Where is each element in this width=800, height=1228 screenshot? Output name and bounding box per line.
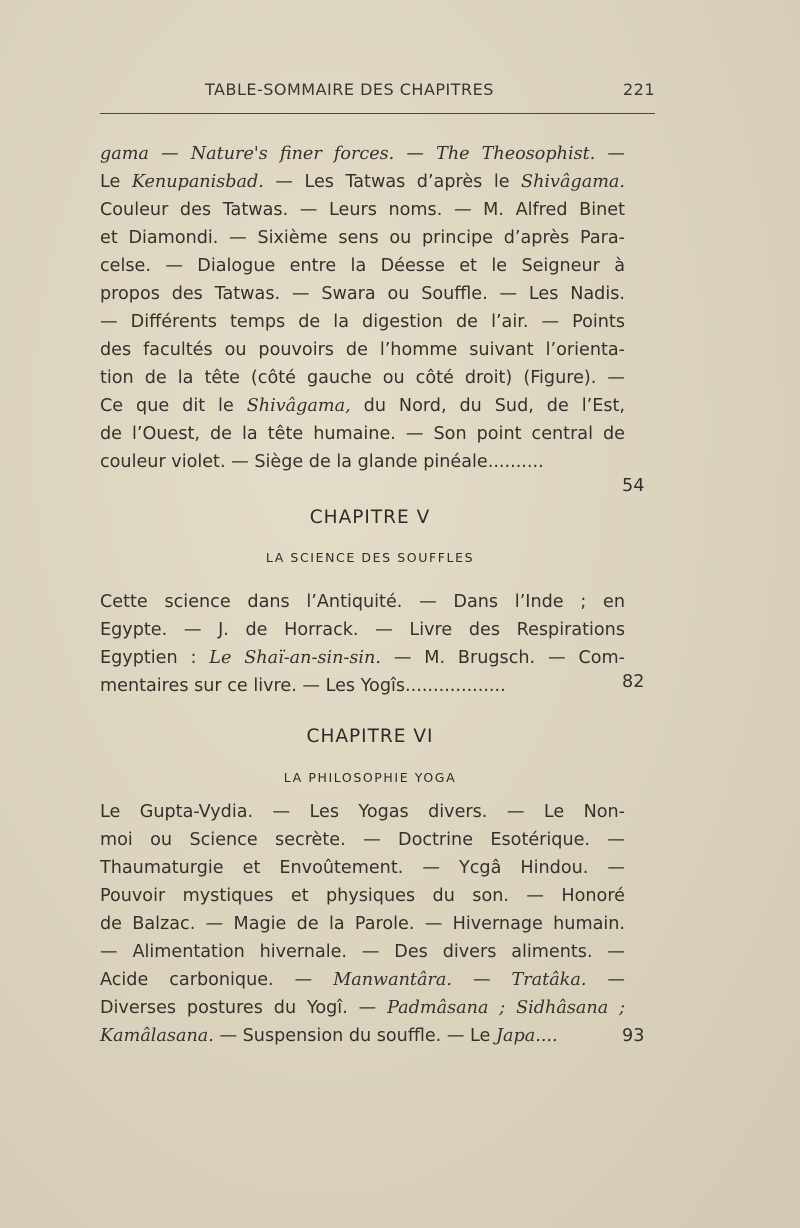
toc-text-italic: Kenupanisbad. [131, 172, 264, 192]
toc-text: de Balzac. — Magie de la Parole. — Hivernage humain. [100, 914, 625, 934]
toc-text: — Les Tatwas d’après le [263, 172, 522, 192]
toc-text: — [595, 144, 625, 164]
toc-text: — Suspension du souffle. — Le [213, 1026, 496, 1046]
toc-text-italic: Shivâgama, [246, 396, 351, 416]
running-header [205, 80, 655, 104]
toc-entry-chapter-6 [100, 798, 625, 1050]
toc-text-italic: gama [100, 144, 149, 164]
toc-text: Le Gupta-Vydia. — Les Yogas divers. — Le Non- [100, 802, 625, 822]
toc-text: — [586, 970, 625, 990]
toc-text: mentaires sur ce livre. — Les Yogîs.................. [100, 676, 506, 696]
toc-text: Cette science dans l’Antiquité. — Dans l’Inde ; en [100, 592, 625, 612]
toc-text: Ce que dit le [100, 396, 247, 416]
chapter-heading: CHAPITRE VI [306, 726, 434, 747]
toc-line [100, 966, 625, 994]
toc-line [100, 420, 625, 448]
chapter-subtitle: LA PHILOSOPHIE YOGA [283, 770, 457, 785]
running-header-title: TABLE-SOMMAIRE DES CHAPITRES [205, 80, 494, 99]
header-rule [100, 113, 655, 114]
toc-line [100, 364, 625, 392]
page-number: 221 [622, 80, 655, 99]
toc-text: et Diamondi. — Sixième sens ou principe d’après Para- [100, 228, 625, 248]
toc-line [100, 448, 625, 476]
toc-text: Pouvoir mystiques et physiques du son. — Honoré [100, 886, 625, 906]
toc-text: propos des Tatwas. — Swara ou Souffle. — Les Nadis. [100, 284, 625, 304]
chapter-heading: CHAPITRE V [309, 507, 431, 528]
toc-text-italic: Nature's finer forces. [190, 144, 395, 164]
toc-line [100, 168, 625, 196]
toc-page-number: 93 [622, 1026, 645, 1046]
toc-line [100, 826, 625, 854]
chapter-subtitle: LA SCIENCE DES SOUFFLES [265, 550, 475, 565]
toc-text: moi ou Science secrète. — Doctrine Esotérique. — [100, 830, 625, 850]
toc-text: — [148, 144, 191, 164]
toc-line [100, 1022, 625, 1050]
toc-text-italic: Tratâka. [511, 970, 587, 990]
toc-entry-chapter-5 [100, 588, 625, 700]
toc-line [100, 140, 625, 168]
toc-text-italic: Japa.... [495, 1026, 558, 1046]
toc-text-italic: Manwantâra. [333, 970, 452, 990]
toc-line [100, 798, 625, 826]
toc-line [100, 644, 625, 672]
toc-line [100, 308, 625, 336]
toc-text-italic: The Theosophist. [436, 144, 596, 164]
toc-text: — Alimentation hivernale. — Des divers aliments. — [100, 942, 625, 962]
toc-text: de l’Ouest, de la tête humaine. — Son point central de [100, 424, 625, 444]
toc-line [100, 392, 625, 420]
toc-line [100, 616, 625, 644]
toc-line [100, 938, 625, 966]
toc-text: Le [100, 172, 132, 192]
toc-text: — [451, 970, 512, 990]
toc-line [100, 196, 625, 224]
toc-line [100, 910, 625, 938]
toc-text: des facultés ou pouvoirs de l’homme suivant l’orienta- [100, 340, 625, 360]
toc-page-number: 54 [622, 476, 645, 496]
toc-text-italic: Kamâlasana. [100, 1026, 214, 1046]
toc-text: — [394, 144, 437, 164]
toc-text: Egyptien : [100, 648, 210, 668]
toc-text: Couleur des Tatwas. — Leurs noms. — M. Alfred Binet [100, 200, 625, 220]
toc-text: du Nord, du Sud, de l’Est, [350, 396, 625, 416]
toc-text: Diverses postures du Yogî. — [100, 998, 388, 1018]
toc-page-number: 82 [622, 672, 645, 692]
toc-line [100, 994, 625, 1022]
toc-text-italic: Shivâgama. [521, 172, 625, 192]
toc-line [100, 854, 625, 882]
toc-text: Thaumaturgie et Envoûtement. — Ycgâ Hindou. — [100, 858, 625, 878]
toc-line [100, 672, 625, 700]
toc-line [100, 588, 625, 616]
toc-text-italic: Le Shaï-an-sin-sin. [209, 648, 381, 668]
toc-line [100, 252, 625, 280]
toc-line [100, 336, 625, 364]
toc-text: tion de la tête (côté gauche ou côté droit) (Figure). — [100, 368, 625, 388]
toc-text: Egypte. — J. de Horrack. — Livre des Respirations [100, 620, 625, 640]
toc-line [100, 280, 625, 308]
toc-text-italic: Padmâsana ; Sidhâsana ; [387, 998, 625, 1018]
toc-text: — Différents temps de la digestion de l’air. — Points [100, 312, 625, 332]
toc-text: — M. Brugsch. — Com- [380, 648, 625, 668]
toc-entry-chapter-4-continued [100, 140, 625, 476]
toc-line [100, 882, 625, 910]
toc-text: Acide carbonique. — [100, 970, 334, 990]
toc-text: celse. — Dialogue entre la Déesse et le Seigneur à [100, 256, 625, 276]
toc-line [100, 224, 625, 252]
toc-text: couleur violet. — Siège de la glande pinéale.......... [100, 452, 544, 472]
